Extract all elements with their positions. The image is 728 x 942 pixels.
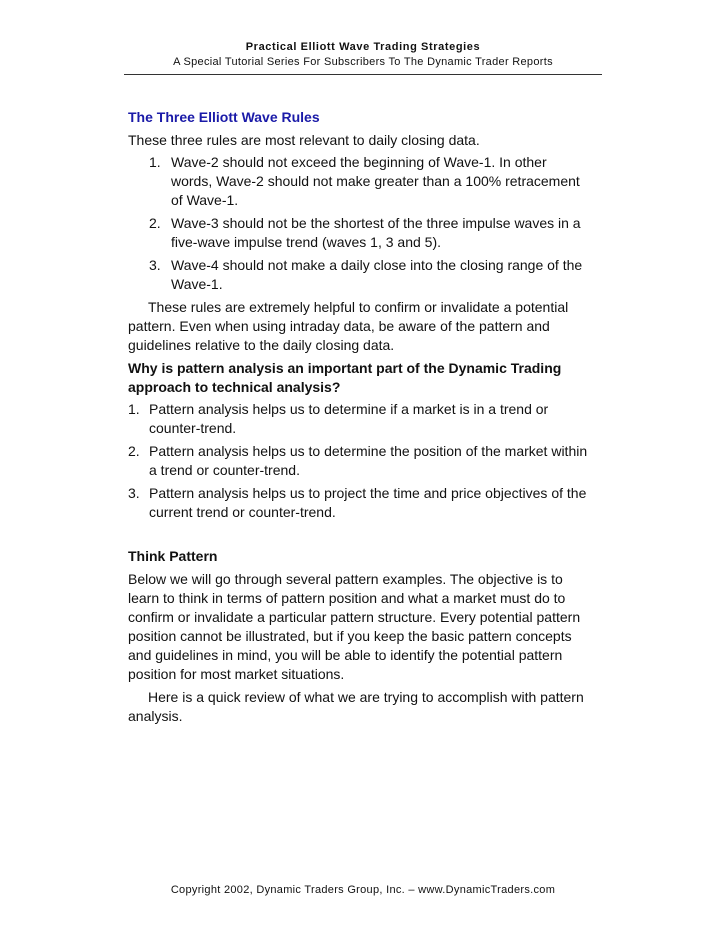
list-number: 1. (128, 401, 140, 417)
list-item (128, 442, 588, 480)
section-heading-think-pattern: Think Pattern (128, 548, 218, 564)
list-number: 2. (149, 215, 161, 231)
think-pattern-paragraph: Below we will go through several pattern examples. The objective is to learn to think in terms of pattern position and what a market must do to confirm or invalidate a particular pattern structure. Every potential pattern position cannot be illustrated, but if you keep the basic pattern concepts and guidelines in mind, you will be able to identify the potential pattern position for most market situations. (128, 571, 581, 682)
list-item (128, 214, 588, 252)
list-text: Pattern analysis helps us to determine the position of the market within a trend or counter-trend. (149, 443, 588, 478)
list-text: Pattern analysis helps us to determine if a market is in a trend or counter-trend. (149, 401, 549, 436)
page-footer: Copyright 2002, Dynamic Traders Group, Inc. – www.DynamicTraders.com (170, 884, 556, 896)
page-header (124, 40, 602, 70)
list-text: Wave-2 should not exceed the beginning of Wave-1. In other words, Wave-2 should not make greater than a 100% retracement of Wave-1. (171, 154, 580, 208)
why-list (128, 400, 588, 522)
list-text: Wave-3 should not be the shortest of the three impulse waves in a five-wave impulse trend (waves 1, 3 and 5). (171, 215, 581, 250)
section-spacer (128, 526, 588, 547)
list-item (128, 484, 588, 522)
list-number: 3. (149, 257, 161, 273)
list-number: 1. (149, 154, 161, 170)
rules-intro: These three rules are most relevant to daily closing data. (128, 132, 480, 148)
list-item (128, 153, 588, 210)
list-item (128, 256, 588, 294)
think-pattern-review: Here is a quick review of what we are trying to accomplish with pattern analysis. (128, 689, 584, 724)
list-text: Wave-4 should not make a daily close into the closing range of the Wave-1. (171, 257, 583, 292)
section-heading-rules: The Three Elliott Wave Rules (128, 109, 320, 125)
rules-closing: These rules are extremely helpful to confirm or invalidate a potential pattern. Even when using intraday data, be aware of the pattern and guidelines relative to the daily closing data. (128, 299, 569, 353)
rules-list (128, 153, 588, 294)
section-heading-why: Why is pattern analysis an important part of the Dynamic Trading approach to technical analysis? (128, 360, 562, 395)
header-subtitle: A Special Tutorial Series For Subscribers To The Dynamic Trader Reports (173, 56, 553, 68)
header-title: Practical Elliott Wave Trading Strategies (245, 41, 481, 53)
list-item (128, 400, 588, 438)
list-number: 2. (128, 443, 140, 459)
list-number: 3. (128, 485, 140, 501)
page-content (128, 108, 588, 726)
header-divider (124, 74, 602, 75)
list-text: Pattern analysis helps us to project the time and price objectives of the current trend or counter-trend. (149, 485, 587, 520)
